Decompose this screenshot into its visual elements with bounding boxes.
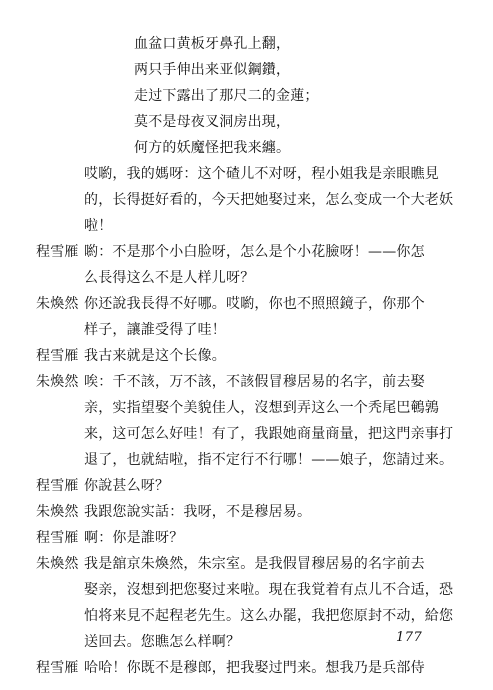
- dialogue-line: 我是舘京朱煥然，朱宗室。是我假冒穆居易的名字前去: [84, 556, 425, 572]
- dialogue-entry: [36, 478, 169, 494]
- dialogue-line: 来，这可怎么好哇！有了，我跟她商量商量，把这門亲事打: [84, 426, 454, 442]
- speaker-name: 朱煥然: [36, 296, 79, 312]
- dialogue-line: 我跟您說实話：我呀，不是穆居易。: [84, 504, 312, 520]
- dialogue-line: 我古来就是这个长像。: [84, 348, 226, 364]
- dialogue-entry: [36, 660, 425, 676]
- dialogue-line: 啦！: [84, 218, 113, 234]
- dialogue-entry: [36, 504, 311, 520]
- dialogue-line: 怕将来見不起程老先生。这么办罷，我把您原封不动，給您: [84, 608, 454, 624]
- dialogue-line: 你还說我長得不好哪。哎喲，你也不照照鏡子，你那个: [84, 296, 425, 312]
- dialogue-line: 的，长得挺好看的，今天把她娶过来，怎么变成一个大老妖: [84, 192, 454, 208]
- speaker-name: 朱煥然: [36, 556, 79, 572]
- page-number: 177: [396, 630, 423, 645]
- dialogue-line: 么長得这么不是人样儿呀？: [84, 270, 255, 286]
- speaker-name: 程雪雁: [36, 478, 79, 494]
- dialogue-line: 你說甚么呀？: [84, 478, 170, 494]
- verse-line: 何方的妖魔怪把我来纏。: [134, 140, 291, 156]
- speaker-name: 程雪雁: [36, 530, 79, 546]
- verse-line: 血盆口黄板牙鼻孔上翻，: [134, 36, 291, 52]
- dialogue-entry: [36, 348, 226, 364]
- dialogue-line: 娶亲，沒想到把您娶过来啦。現在我覚着有点儿不合适，恐: [84, 582, 454, 598]
- speaker-name: 程雪雁: [36, 348, 79, 364]
- dialogue-line: 样子，讓誰受得了哇！: [84, 322, 226, 338]
- dialogue-entry: [36, 296, 425, 312]
- speaker-name: 朱煥然: [36, 504, 79, 520]
- dialogue-entry: [36, 530, 183, 546]
- dialogue-line: 亲，实指望娶个美貌佳人，沒想到弄这么一个秃尾巴鵪鶉: [84, 400, 439, 416]
- dialogue-line: 送回去。您瞧怎么样啊？: [84, 634, 241, 650]
- speaker-name: 程雪雁: [36, 660, 79, 676]
- dialogue-entry: [36, 244, 425, 260]
- dialogue-entry: [36, 374, 425, 390]
- dialogue-entry: [36, 556, 425, 572]
- dialogue-line: 喲：不是那个小白脸呀，怎么是个小花臉呀！——你怎: [84, 244, 425, 260]
- dialogue-line: 唉：千不該，万不該，不該假冒穆居易的名字，前去娶: [84, 374, 425, 390]
- dialogue-line: 啊：你是誰呀？: [84, 530, 184, 546]
- verse-line: 走过下露出了那尺二的金蓮；: [134, 88, 319, 104]
- verse-line: 两只手伸出来亚似鋼鑽，: [134, 62, 291, 78]
- speaker-name: 朱煥然: [36, 374, 79, 390]
- dialogue-line: 哎喲，我的媽呀：这个碴儿不对呀，程小姐我是亲眼瞧見: [84, 166, 439, 182]
- dialogue-line: 哈哈！你既不是穆郎，把我娶过門来。想我乃是兵部侍: [84, 660, 425, 676]
- speaker-name: 程雪雁: [36, 244, 79, 260]
- dialogue-line: 退了，也就結啦，指不定行不行哪！——娘子，您請过来。: [84, 452, 454, 468]
- verse-line: 莫不是母夜叉洞房出現，: [134, 114, 291, 130]
